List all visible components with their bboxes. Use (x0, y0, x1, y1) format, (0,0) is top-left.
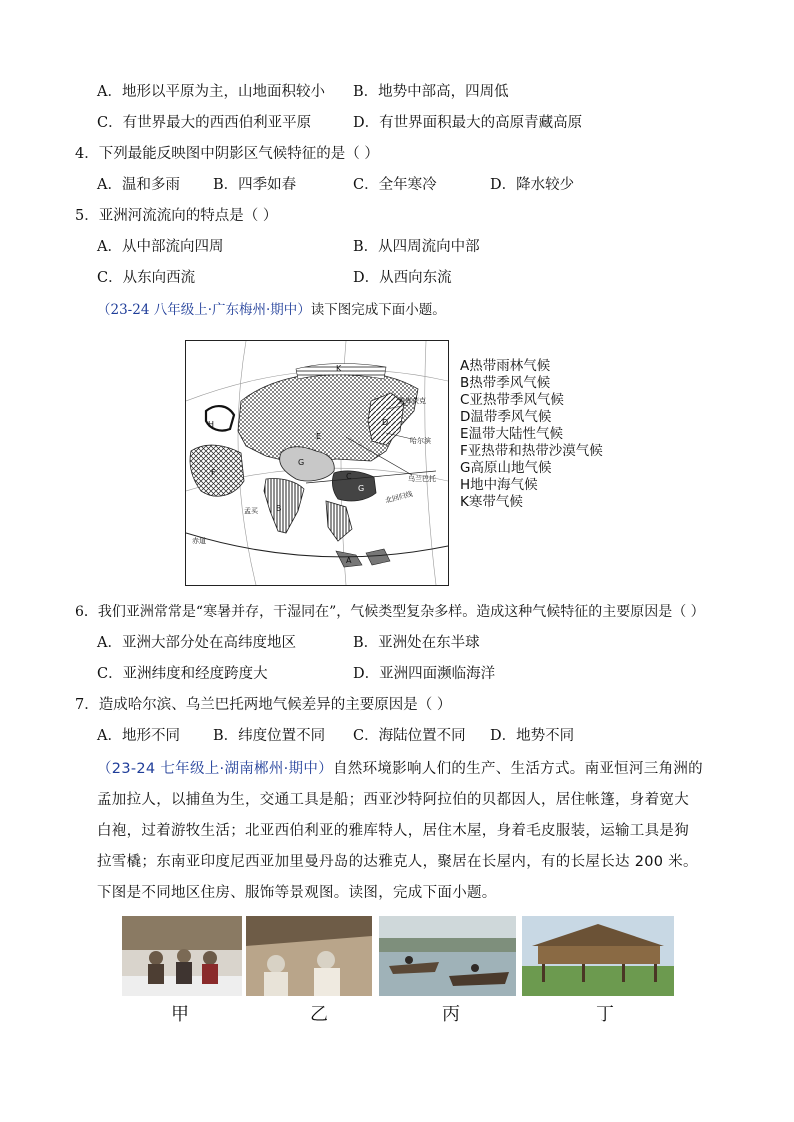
equator-line (186, 533, 448, 557)
q4-option-a[interactable]: A．温和多雨 (97, 177, 180, 193)
asia-climate-map (185, 340, 449, 586)
place-yakutsk: 雅库茨克 (398, 397, 426, 405)
map-region-label: A (346, 556, 352, 565)
map-region-label: D (382, 418, 389, 427)
q5-option-a[interactable]: A．从中部流向四周 (97, 239, 224, 255)
map-region-label: K (336, 364, 342, 373)
photo-bing-image (379, 916, 516, 996)
q5-option-d[interactable]: D．从西向东流 (353, 270, 452, 286)
place-harbin: 哈尔滨 (410, 437, 431, 445)
q6-option-b[interactable]: B．亚洲处在东半球 (353, 635, 480, 651)
caption-ding: 丁 (596, 1004, 614, 1025)
q3-option-a[interactable]: A．地形以平原为主，山地面积较小 (97, 84, 325, 100)
legend-item: E温带大陆性气候 (460, 426, 564, 442)
legend-item: H地中海气候 (460, 477, 538, 493)
caption-jia: 甲 (171, 1004, 189, 1025)
legend-item: C亚热带季风气候 (460, 392, 564, 408)
q6-stem: 6．我们亚洲常常是“寒暑并存，干湿同在”，气候类型复杂多样。造成这种气候特征的主要原因是（ ） (75, 604, 705, 620)
map-region-label: F (211, 468, 216, 477)
intro2-source: （23-24 七年级上·湖南郴州·期中） (97, 761, 333, 777)
q7-option-c[interactable]: C．海陆位置不同 (353, 728, 466, 744)
map-region-label: G (358, 484, 365, 493)
q3-option-b[interactable]: B．地势中部高，四周低 (353, 84, 509, 100)
photo-bing (379, 916, 516, 996)
map-region-label: G (298, 458, 305, 467)
region-subtropical-monsoon (332, 471, 376, 501)
q7-option-b[interactable]: B．纬度位置不同 (213, 728, 326, 744)
legend-item: K寒带气候 (460, 494, 523, 510)
legend-item: F亚热带和热带沙漠气候 (460, 443, 603, 459)
photo-ding (522, 916, 674, 996)
map-region-label: H (208, 420, 215, 429)
place-ulaanbaatar: 乌兰巴托 (408, 475, 436, 483)
legend-item: A热带雨林气候 (460, 358, 551, 374)
q4-option-b[interactable]: B．四季如春 (213, 177, 297, 193)
map-region-label: B (276, 504, 282, 513)
intro1-text: 读下图完成下面小题。 (310, 302, 446, 318)
q3-option-d[interactable]: D．有世界面积最大的高原青藏高原 (353, 115, 583, 131)
place-mumbai: 孟买 (244, 507, 258, 515)
q6-option-d[interactable]: D．亚洲四面濒临海洋 (353, 666, 496, 682)
photo-jia (122, 916, 242, 996)
q5-option-b[interactable]: B．从四周流向中部 (353, 239, 480, 255)
place-equator: 赤道 (192, 537, 206, 545)
q6-option-a[interactable]: A．亚洲大部分处在高纬度地区 (97, 635, 296, 651)
photo-yi (246, 916, 372, 996)
intro2-text: 自然环境影响人们的生产、生活方式。南亚恒河三角洲的孟加拉人，以捕鱼为生，交通工具是船；西亚沙特阿拉伯的贝都因人，居住帐篷，身着宽大白袍，过着游牧生活；北亚西伯利亚的雅库特人，居住木屋，身着毛皮服装，运输工具是狗拉雪橇；东南亚印度尼西亚加里曼丹岛的达雅克人，聚居在长屋内，有的长屋长达 200 米。下图是不同地区住房、服饰等景观图。读图，完成下面小题。 (97, 761, 703, 901)
map-region-label: E (316, 432, 322, 441)
q7-option-a[interactable]: A．地形不同 (97, 728, 180, 744)
region-desert (190, 445, 244, 496)
map-legend (460, 358, 603, 511)
map-region-label: C (346, 472, 352, 481)
q6-option-c[interactable]: C．亚洲纬度和经度跨度大 (97, 666, 268, 682)
legend-item: D温带季风气候 (460, 409, 552, 425)
q7-option-d[interactable]: D．地势不同 (490, 728, 575, 744)
caption-bing: 丙 (442, 1004, 460, 1025)
intro2-paragraph (97, 754, 703, 909)
q4-option-c[interactable]: C．全年寒冷 (353, 177, 437, 193)
q3-option-c[interactable]: C．有世界最大的西西伯利亚平原 (97, 115, 312, 131)
photo-yi-image (246, 916, 372, 996)
intro1-source: （23-24 八年级上·广东梅州·期中） (97, 302, 311, 318)
place-tropic: 北回归线 (384, 489, 414, 505)
photo-jia-image (122, 916, 242, 996)
region-tropical-monsoon (264, 478, 304, 533)
intro1 (97, 300, 446, 320)
region-tropical-monsoon-se (326, 501, 352, 541)
q5-stem: 5．亚洲河流流向的特点是（ ） (75, 208, 278, 224)
q4-stem: 4．下列最能反映图中阴影区气候特征的是（ ） (75, 146, 379, 162)
legend-item: G高原山地气候 (460, 460, 552, 476)
legend-item: B热带季风气候 (460, 375, 551, 391)
caption-yi: 乙 (310, 1004, 328, 1025)
region-tropical-rainforest (336, 549, 390, 567)
asia-map-svg (186, 341, 448, 585)
q4-option-d[interactable]: D．降水较少 (490, 177, 575, 193)
photo-ding-image (522, 916, 674, 996)
q5-option-c[interactable]: C．从东向西流 (97, 270, 196, 286)
q7-stem: 7．造成哈尔滨、乌兰巴托两地气候差异的主要原因是（ ） (75, 697, 452, 713)
